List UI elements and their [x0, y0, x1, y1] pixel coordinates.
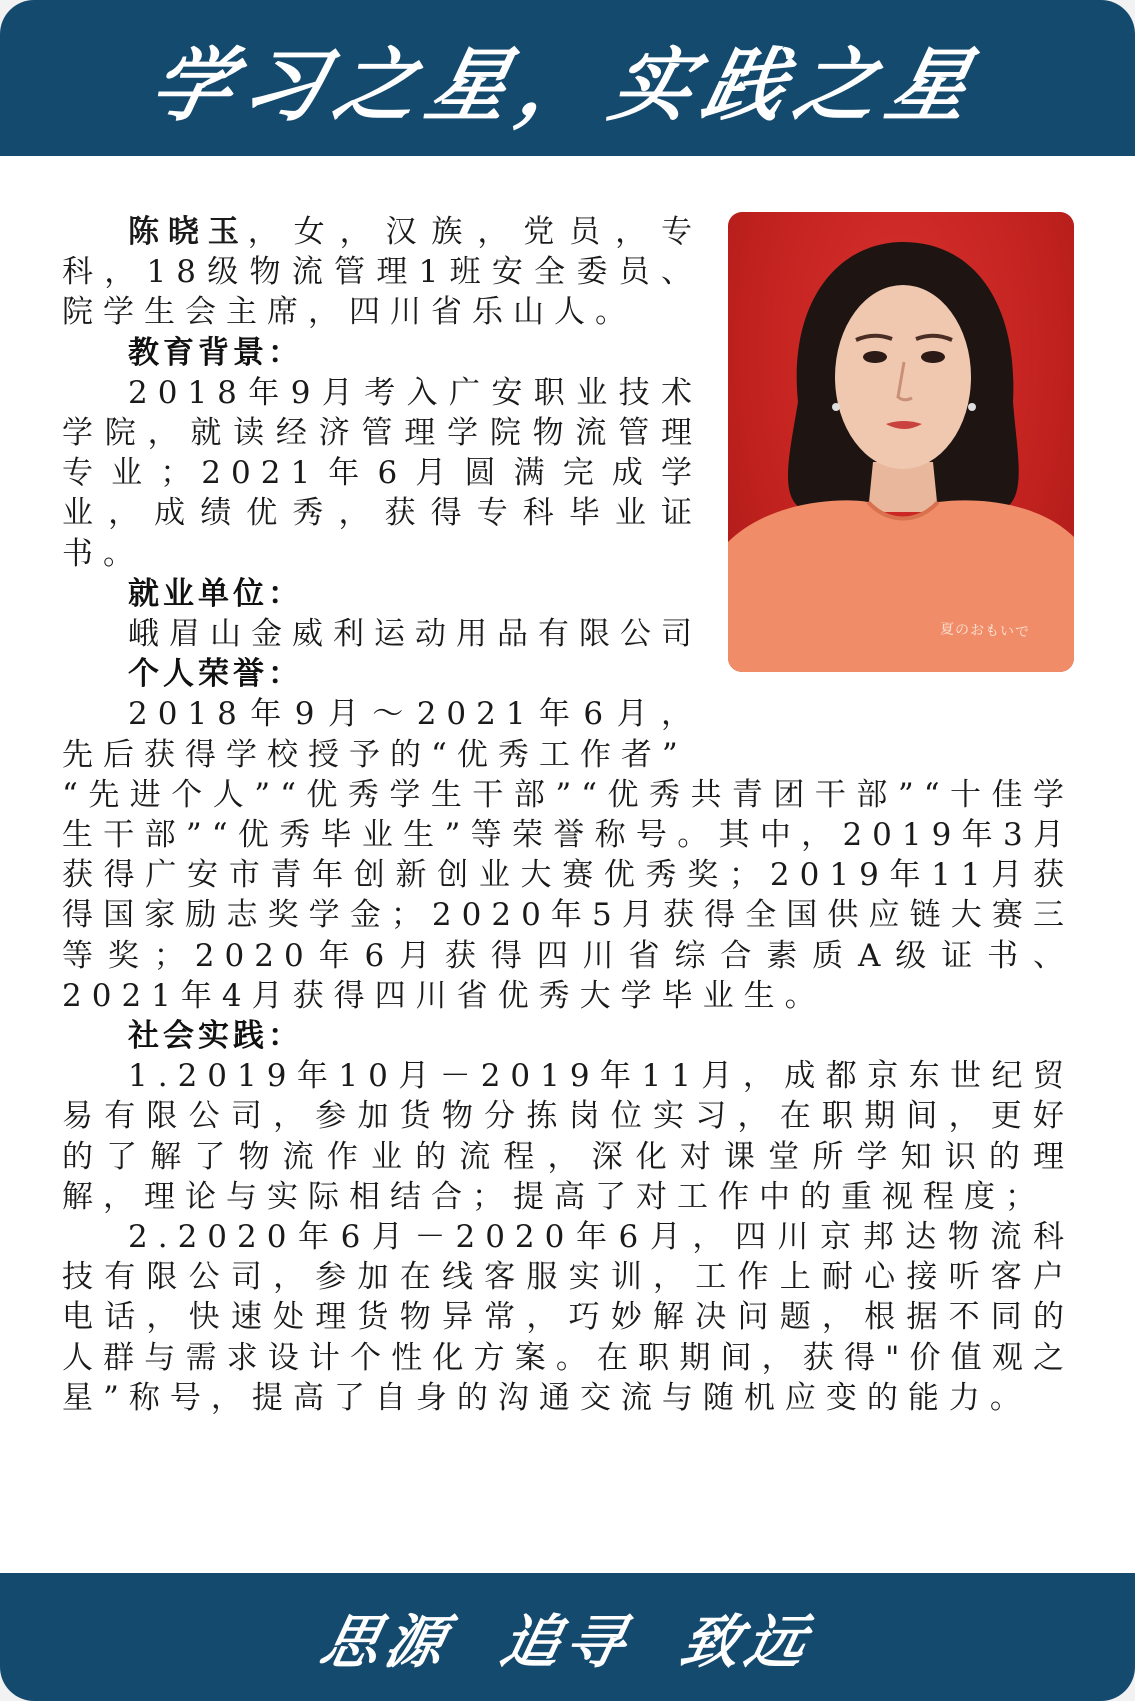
- header-banner: [0, 0, 1135, 156]
- employment-text: 峨眉山金威利运动用品有限公司: [128, 616, 702, 653]
- practice-item-1: 1.2019年10月－2019年11月，成都京东世纪贸易有限公司，参加货物分拣岗位实习，在职期间，更好的了解了物流作业的流程，深化对课堂所学知识的理解，理论与实际相结合；提高了对工作中的重视程度；: [62, 1058, 1074, 1215]
- profile-intro: [62, 212, 702, 333]
- honors-heading: 个人荣誉：: [128, 656, 303, 693]
- practice-heading: 社会实践：: [128, 1018, 303, 1055]
- practice-item-2: 2.2020年6月－2020年6月，四川京邦达物流科技有限公司，参加在线客服实训，工作上耐心接听客户电话，快速处理货物异常，巧妙解决问题，根据不同的人群与需求设计个性化方案。在职期间，获得"价值观之星”称号，提高了自身的沟通交流与随机应变的能力。: [62, 1219, 1074, 1416]
- honors-text-first: 2018年9月～2021年6月，先后获得学校授予的“优秀工作者”: [62, 696, 702, 773]
- header-title: 学习之星，实践之星: [142, 37, 991, 132]
- footer-motto: 思源 追寻 致远: [315, 1608, 818, 1676]
- honors-text-rest: “先进个人”“优秀学生干部”“优秀共青团干部”“十佳学生干部”“优秀毕业生”等荣誉称号。其中，2019年3月获得广安市青年创新创业大赛优秀奖；2019年11月获得国家励志奖学金；2020年5月获得全国供应链大赛三等奖；2020年6月获得四川省综合素质A级证书、2021年4月获得四川省优秀大学毕业生。: [62, 776, 1074, 1014]
- person-name: 陈晓玉: [128, 214, 248, 250]
- shirt-print-text: 夏のおもいで: [939, 621, 1031, 641]
- profile-intro-text: ，女，汉族，党员，专科，18级物流管理1班安全委员、院学生会主席，四川省乐山人。: [62, 214, 702, 331]
- employment-heading: 就业单位：: [128, 575, 303, 612]
- bio-content: [62, 212, 1074, 1418]
- education-text: 2018年9月考入广安职业技术学院，就读经济管理学院物流管理专业；2021年6月圆满完成学业，成绩优秀，获得专科毕业证书。: [62, 374, 702, 572]
- footer-banner: [0, 1573, 1135, 1701]
- education-heading: 教育背景：: [128, 334, 303, 371]
